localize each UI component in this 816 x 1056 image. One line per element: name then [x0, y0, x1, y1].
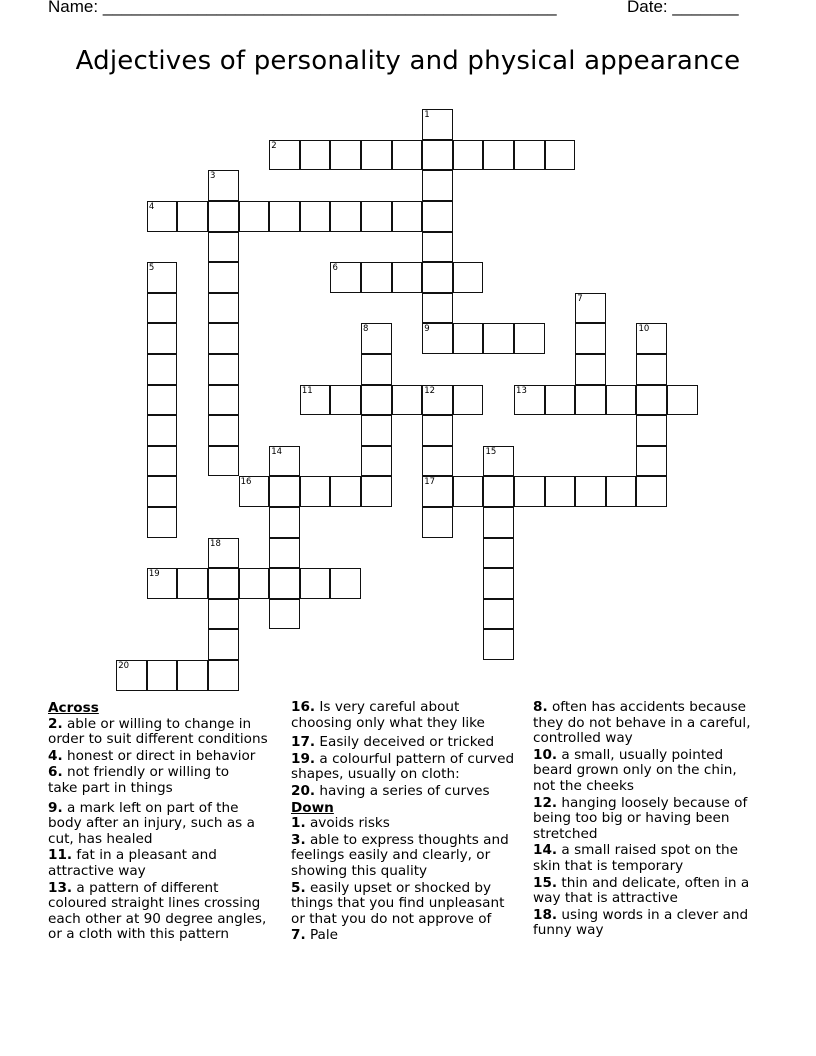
crossword-cell[interactable]	[208, 232, 239, 263]
crossword-cell[interactable]	[239, 568, 270, 599]
crossword-cell[interactable]	[300, 385, 331, 416]
crossword-cell[interactable]	[147, 476, 178, 507]
crossword-cell[interactable]	[575, 354, 606, 385]
crossword-cell[interactable]	[361, 446, 392, 477]
clue-text: a mark left on part of the body after an injury, such as a cut, has healed	[48, 799, 255, 847]
crossword-cell[interactable]	[147, 262, 178, 293]
crossword-cell[interactable]	[300, 568, 331, 599]
clue-down-14	[533, 843, 758, 874]
name-blank-line[interactable]: ________________________________________________	[102, 0, 557, 16]
crossword-cell[interactable]	[545, 140, 576, 171]
crossword-cell[interactable]	[300, 476, 331, 507]
clue-across-20	[291, 784, 531, 800]
clue-across-11	[48, 848, 238, 879]
crossword-cell[interactable]	[269, 599, 300, 630]
crossword-cell[interactable]	[208, 415, 239, 446]
crossword-cell[interactable]	[147, 385, 178, 416]
cell-number: 9	[424, 324, 430, 335]
crossword-cell[interactable]	[422, 140, 453, 171]
crossword-cell[interactable]	[483, 476, 514, 507]
crossword-cell[interactable]	[422, 446, 453, 477]
crossword-cell[interactable]	[269, 476, 300, 507]
crossword-cell[interactable]	[361, 140, 392, 171]
crossword-cell[interactable]	[208, 385, 239, 416]
date-blank-line[interactable]: _______	[672, 0, 739, 16]
crossword-cell[interactable]	[514, 476, 545, 507]
page-title: Adjectives of personality and physical appearance	[75, 46, 741, 76]
crossword-cell[interactable]	[330, 568, 361, 599]
clue-number: 4.	[48, 747, 63, 764]
clue-down-8	[533, 700, 763, 747]
cell-number: 6	[332, 263, 338, 274]
across-heading: Across	[48, 700, 99, 716]
cell-number: 1	[424, 110, 430, 121]
clue-text: a small raised spot on the skin that is temporary	[533, 842, 738, 874]
crossword-cell[interactable]	[483, 446, 514, 477]
crossword-cell[interactable]	[239, 476, 270, 507]
clue-text: a pattern of different coloured straight lines crossing each other at 90 degree angles, or a cloth with this pattern	[48, 879, 267, 943]
clue-text: Pale	[309, 927, 339, 944]
crossword-cell[interactable]	[208, 538, 239, 569]
crossword-cell[interactable]	[269, 140, 300, 171]
crossword-cell[interactable]	[422, 232, 453, 263]
clue-text: hanging loosely because of being too big or having been stretched	[533, 794, 748, 842]
clue-down-12	[533, 796, 758, 843]
down-heading: Down	[291, 799, 334, 816]
cell-number: 14	[271, 446, 283, 457]
crossword-cell[interactable]	[636, 385, 667, 416]
clue-text: using words in a clever and funny way	[533, 906, 749, 939]
crossword-cell[interactable]	[422, 323, 453, 354]
crossword-cell[interactable]	[147, 293, 178, 324]
crossword-cell[interactable]	[453, 323, 484, 354]
crossword-cell[interactable]	[636, 446, 667, 477]
crossword-cell[interactable]	[147, 507, 178, 538]
clue-text: avoids risks	[309, 815, 390, 832]
crossword-cell[interactable]	[483, 507, 514, 538]
clue-number: 1.	[291, 815, 306, 832]
clue-across-19	[291, 752, 526, 783]
crossword-cell[interactable]	[392, 201, 423, 232]
crossword-cell[interactable]	[300, 140, 331, 171]
crossword-cell[interactable]	[269, 507, 300, 538]
clue-across-6	[48, 765, 248, 796]
crossword-cell[interactable]	[269, 446, 300, 477]
crossword-cell[interactable]	[330, 262, 361, 293]
crossword-cell[interactable]	[361, 385, 392, 416]
cell-number: 20	[118, 661, 130, 672]
crossword-cell[interactable]	[422, 170, 453, 201]
cell-number: 7	[577, 293, 583, 304]
crossword-cell[interactable]	[606, 385, 637, 416]
crossword-cell[interactable]	[392, 140, 423, 171]
clue-number: 14.	[533, 842, 558, 859]
crossword-cell[interactable]	[208, 354, 239, 385]
clue-number: 12.	[533, 794, 558, 811]
crossword-cell[interactable]	[636, 354, 667, 385]
crossword-cell[interactable]	[514, 323, 545, 354]
crossword-cell[interactable]	[422, 476, 453, 507]
name-label: Name:	[48, 0, 99, 16]
crossword-cell[interactable]	[300, 201, 331, 232]
clue-down-3	[291, 833, 531, 880]
crossword-cell[interactable]	[483, 568, 514, 599]
cell-number: 5	[148, 263, 155, 274]
clue-down-18	[533, 908, 758, 939]
clue-text: often has accidents because they do not behave in a careful, controlled way	[533, 699, 751, 747]
crossword-cell[interactable]	[269, 538, 300, 569]
crossword-cell[interactable]	[147, 660, 178, 691]
crossword-cell[interactable]	[545, 476, 576, 507]
crossword-cell[interactable]	[208, 262, 239, 293]
crossword-cell[interactable]	[575, 323, 606, 354]
clue-text: easily upset or shocked by things that you find unpleasant or that you do not approve of	[291, 879, 505, 927]
clue-down-5	[291, 881, 516, 928]
clue-across-4	[48, 749, 288, 765]
crossword-cell[interactable]	[177, 568, 208, 599]
crossword-cell[interactable]	[422, 293, 453, 324]
crossword-cell[interactable]	[147, 568, 178, 599]
crossword-cell[interactable]	[208, 568, 239, 599]
crossword-cell[interactable]	[269, 568, 300, 599]
cell-number: 13	[516, 385, 527, 396]
clue-number: 8.	[533, 699, 548, 715]
clue-number: 7.	[291, 927, 306, 944]
crossword-cell[interactable]	[453, 262, 484, 293]
crossword-cell[interactable]	[636, 323, 667, 354]
crossword-cell[interactable]	[208, 170, 239, 201]
clue-across-17	[291, 735, 531, 751]
clue-text: a small, usually pointed beard grown only on the chin, not the cheeks	[533, 746, 737, 794]
clue-down-15	[533, 876, 763, 907]
clue-number: 3.	[291, 831, 306, 848]
cell-number: 3	[210, 171, 216, 182]
clue-text: a colourful pattern of curved shapes, usually on cloth:	[291, 750, 515, 783]
clue-text: Is very careful about choosing only what they like	[291, 699, 485, 731]
clue-number: 5.	[291, 879, 306, 896]
crossword-cell[interactable]	[361, 476, 392, 507]
crossword-cell[interactable]	[208, 323, 239, 354]
clue-across-9	[48, 801, 273, 848]
crossword-cell[interactable]	[239, 201, 270, 232]
cell-number: 11	[301, 385, 313, 396]
crossword-cell[interactable]	[208, 660, 239, 691]
clue-text: having a series of curves	[319, 782, 490, 799]
crossword-cell[interactable]	[392, 385, 423, 416]
crossword-cell[interactable]	[269, 201, 300, 232]
crossword-cell[interactable]	[453, 140, 484, 171]
crossword-cell[interactable]	[575, 476, 606, 507]
crossword-cell[interactable]	[422, 201, 453, 232]
crossword-cell[interactable]	[422, 109, 453, 140]
crossword-cell[interactable]	[147, 323, 178, 354]
crossword-cell[interactable]	[330, 140, 361, 171]
crossword-cell[interactable]	[147, 446, 178, 477]
clue-number: 10.	[533, 746, 558, 763]
crossword-cell[interactable]	[422, 415, 453, 446]
cell-number: 19	[148, 569, 160, 580]
crossword-cell[interactable]	[147, 354, 178, 385]
crossword-cell[interactable]	[483, 140, 514, 171]
clue-number: 6.	[48, 764, 63, 781]
clue-down-1	[291, 816, 531, 832]
clues-column-2	[291, 700, 531, 945]
clues-column-1	[48, 700, 288, 944]
crossword-cell[interactable]	[422, 507, 453, 538]
clue-text: Easily deceived or tricked	[319, 734, 495, 751]
crossword-cell[interactable]	[545, 385, 576, 416]
clue-number: 15.	[533, 874, 558, 891]
clue-across-2	[48, 717, 288, 748]
crossword-cell[interactable]	[483, 538, 514, 569]
crossword-cell[interactable]	[361, 262, 392, 293]
crossword-cell[interactable]	[483, 599, 514, 630]
clue-number: 13.	[48, 879, 73, 896]
crossword-cell[interactable]	[606, 476, 637, 507]
crossword-cell[interactable]	[636, 476, 667, 507]
crossword-cell[interactable]	[116, 660, 147, 691]
clue-number: 20.	[291, 782, 316, 799]
cell-number: 12	[424, 385, 436, 396]
cell-number: 18	[210, 538, 221, 549]
cell-number: 17	[424, 477, 436, 488]
crossword-cell[interactable]	[147, 201, 178, 232]
clue-number: 17.	[291, 734, 316, 751]
crossword-cell[interactable]	[208, 446, 239, 477]
clues-column-3	[533, 700, 773, 940]
crossword-cell[interactable]	[453, 385, 484, 416]
crossword-cell[interactable]	[392, 262, 423, 293]
crossword-cell[interactable]	[575, 293, 606, 324]
crossword-cell[interactable]	[514, 385, 545, 416]
crossword-cell[interactable]	[361, 354, 392, 385]
name-field[interactable]	[48, 0, 557, 17]
cell-number: 15	[485, 446, 497, 457]
clue-text: honest or direct in behavior	[66, 747, 256, 764]
crossword-cell[interactable]	[453, 476, 484, 507]
crossword-cell[interactable]	[361, 323, 392, 354]
crossword-cell[interactable]	[208, 201, 239, 232]
crossword-cell[interactable]	[514, 140, 545, 171]
crossword-cell[interactable]	[422, 262, 453, 293]
crossword-cell[interactable]	[361, 415, 392, 446]
clue-text: thin and delicate, often in a way that is attractive	[533, 874, 750, 907]
cell-number: 2	[271, 140, 277, 151]
cell-number: 10	[638, 324, 650, 335]
date-label: Date:	[627, 0, 668, 16]
clue-number: 11.	[48, 847, 73, 864]
clue-down-7	[291, 928, 531, 944]
crossword-cell[interactable]	[208, 293, 239, 324]
crossword-cell[interactable]	[422, 385, 453, 416]
crossword-cell[interactable]	[208, 599, 239, 630]
crossword-cell[interactable]	[361, 201, 392, 232]
crossword-cell[interactable]	[575, 385, 606, 416]
crossword-cell[interactable]	[483, 629, 514, 660]
cell-number: 8	[363, 324, 369, 335]
date-field[interactable]	[627, 0, 739, 17]
clue-across-16	[291, 700, 496, 731]
cell-number: 16	[240, 477, 252, 488]
crossword-cell[interactable]	[177, 660, 208, 691]
clue-number: 9.	[48, 799, 63, 816]
crossword-cell[interactable]	[330, 385, 361, 416]
clue-text: able or willing to change in order to suit different conditions	[48, 715, 268, 748]
crossword-cell[interactable]	[330, 201, 361, 232]
clue-number: 18.	[533, 906, 558, 923]
clue-text: fat in a pleasant and attractive way	[48, 847, 217, 879]
crossword-cell[interactable]	[636, 415, 667, 446]
clue-text: able to express thoughts and feelings easily and clearly, or showing this quality	[291, 831, 509, 879]
clue-number: 16.	[291, 699, 316, 715]
crossword-cell[interactable]	[667, 385, 698, 416]
cell-number: 4	[148, 202, 155, 213]
clue-down-10	[533, 748, 758, 795]
crossword-cell[interactable]	[483, 323, 514, 354]
crossword-grid	[117, 110, 737, 710]
crossword-cell[interactable]	[177, 201, 208, 232]
crossword-cell[interactable]	[208, 629, 239, 660]
crossword-cell[interactable]	[147, 415, 178, 446]
clue-number: 2.	[48, 715, 63, 732]
clue-text: not friendly or willing to take part in things	[48, 764, 230, 796]
clue-across-13	[48, 881, 278, 943]
crossword-cell[interactable]	[330, 476, 361, 507]
clue-number: 19.	[291, 750, 316, 767]
